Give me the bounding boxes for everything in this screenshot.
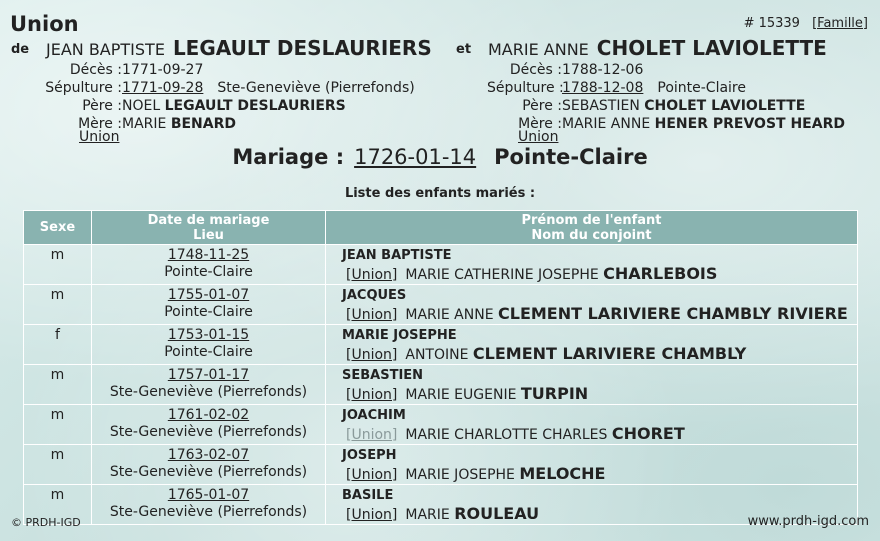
- spouse-given-name: MARIE JOSEPHE: [405, 467, 515, 483]
- wife-surname: CHOLET LAVIOLETTE: [596, 36, 827, 60]
- child-cell: [326, 325, 858, 365]
- sepulture-label: Sépulture :: [487, 80, 564, 96]
- child-given-name: MARIE JOSEPHE: [342, 328, 457, 343]
- wife-deces-row: [487, 61, 845, 79]
- child-cell: [326, 405, 858, 445]
- marriage-heading: [0, 145, 880, 169]
- child-given-name: JOSEPH: [342, 448, 397, 463]
- child-given-name: BASILE: [342, 488, 394, 503]
- record-number-area: [744, 16, 868, 31]
- child-spouse-line: [342, 425, 857, 444]
- husband-pere-row: [45, 97, 415, 115]
- husband-deces-date: 1771-09-27: [122, 62, 204, 78]
- spouse-given-name: MARIE: [405, 507, 450, 523]
- table-row: [24, 405, 858, 445]
- child-spouse-line: [342, 385, 857, 404]
- husband-father-surname: LEGAULT DESLAURIERS: [164, 98, 346, 114]
- child-union-link[interactable]: [Union]: [346, 267, 398, 283]
- child-sexe: m: [24, 405, 92, 445]
- child-spouse-line: [342, 305, 857, 324]
- child-marriage-cell: [92, 245, 326, 285]
- child-spouse-line: [342, 265, 857, 284]
- husband-sepulture-place: Ste-Geneviève (Pierrefonds): [217, 80, 415, 96]
- child-sexe: m: [24, 245, 92, 285]
- child-cell: [326, 445, 858, 485]
- marriage-label: Mariage :: [232, 145, 345, 169]
- husband-surname: LEGAULT DESLAURIERS: [172, 36, 432, 60]
- table-row: [24, 245, 858, 285]
- child-given-name: SEBASTIEN: [342, 368, 424, 383]
- page-title: Union: [10, 12, 79, 36]
- wife-name: [488, 36, 827, 60]
- wife-pere-row: [487, 97, 845, 115]
- wife-sepulture-row: [487, 79, 845, 97]
- record-number: # 15339: [743, 16, 800, 31]
- spouse-given-name: ANTOINE: [405, 347, 469, 363]
- wife-mother-given: MARIE ANNE: [562, 116, 651, 132]
- husband-name: [46, 36, 432, 60]
- child-cell: [326, 245, 858, 285]
- child-sexe: f: [24, 325, 92, 365]
- header-conjoint: Nom du conjoint: [531, 227, 652, 243]
- et-label: et: [456, 42, 472, 57]
- child-sexe: m: [24, 365, 92, 405]
- child-union-link[interactable]: [Union]: [346, 387, 398, 403]
- child-union-link[interactable]: [Union]: [346, 427, 398, 443]
- child-sexe: m: [24, 285, 92, 325]
- husband-info: [45, 61, 415, 133]
- header-date-lieu: [92, 211, 326, 245]
- child-union-link[interactable]: [Union]: [346, 347, 398, 363]
- child-sexe: m: [24, 445, 92, 485]
- husband-given-name: JEAN BAPTISTE: [46, 40, 165, 59]
- child-spouse-line: [342, 345, 857, 364]
- spouse-given-name: MARIE ANNE: [405, 307, 494, 323]
- child-marriage-place: Pointe-Claire: [164, 304, 253, 320]
- child-marriage-cell: [92, 445, 326, 485]
- mere-label: Mère :: [78, 116, 122, 132]
- marriage-date-link[interactable]: 1726-01-14: [354, 145, 477, 169]
- child-union-link[interactable]: [Union]: [346, 507, 398, 523]
- table-row: [24, 325, 858, 365]
- child-marriage-cell: [92, 405, 326, 445]
- spouse-surname: CHORET: [611, 424, 685, 443]
- child-marriage-place: Ste-Geneviève (Pierrefonds): [109, 504, 308, 520]
- wife-mother-surname: HENER PREVOST HEARD: [654, 116, 845, 132]
- wife-given-name: MARIE ANNE: [488, 40, 589, 59]
- header-date: Date de mariage: [147, 212, 270, 228]
- husband-deces-row: [45, 61, 415, 79]
- wife-sepulture-date-link[interactable]: 1788-12-08: [562, 80, 644, 96]
- wife-sepulture-place: Pointe-Claire: [657, 80, 746, 96]
- spouse-given-name: MARIE EUGENIE: [405, 387, 517, 403]
- child-marriage-date-link[interactable]: 1753-01-15: [167, 327, 250, 343]
- child-marriage-date-link[interactable]: 1761-02-02: [167, 407, 250, 423]
- child-marriage-place: Ste-Geneviève (Pierrefonds): [109, 384, 308, 400]
- husband-parents-union-link[interactable]: Union: [79, 129, 120, 145]
- spouse-surname: MELOCHE: [519, 464, 606, 483]
- table-header-row: [24, 211, 858, 245]
- child-marriage-place: Ste-Geneviève (Pierrefonds): [109, 464, 308, 480]
- child-marriage-place: Pointe-Claire: [164, 264, 253, 280]
- children-table: [23, 210, 858, 525]
- children-list-title: Liste des enfants mariés :: [344, 186, 536, 201]
- husband-sepulture-date-link[interactable]: 1771-09-28: [122, 80, 204, 96]
- famille-link[interactable]: [Famille]: [812, 16, 868, 31]
- copyright: © PRDH-IGD: [11, 516, 81, 529]
- header-prenom: Prénom de l'enfant: [521, 212, 662, 228]
- table-row: [24, 445, 858, 485]
- table-row: [24, 365, 858, 405]
- mere-label: Mère :: [518, 116, 562, 132]
- spouse-given-name: MARIE CATHERINE JOSEPHE: [405, 267, 599, 283]
- husband-father-given: NOEL: [122, 98, 161, 114]
- child-marriage-date-link[interactable]: 1755-01-07: [167, 287, 250, 303]
- table-row: [24, 485, 858, 525]
- child-marriage-cell: [92, 285, 326, 325]
- spouse-surname: TURPIN: [520, 384, 589, 403]
- wife-deces-date: 1788-12-06: [562, 62, 644, 78]
- site-url: www.prdh-igd.com: [747, 514, 869, 529]
- husband-sepulture-row: [45, 79, 415, 97]
- child-given-name: JEAN BAPTISTE: [342, 248, 452, 263]
- child-spouse-line: [342, 465, 857, 484]
- child-given-name: JACQUES: [342, 288, 407, 303]
- de-label: de: [11, 42, 30, 57]
- table-row: [24, 285, 858, 325]
- spouse-given-name: MARIE CHARLOTTE CHARLES: [405, 427, 608, 443]
- husband-mother-surname: BENARD: [170, 116, 236, 132]
- sepulture-label: Sépulture :: [45, 80, 122, 96]
- deces-label: Décès :: [509, 62, 562, 78]
- spouse-surname: CHARLEBOIS: [603, 264, 718, 283]
- child-marriage-place: Ste-Geneviève (Pierrefonds): [109, 424, 308, 440]
- husband-mother-given: MARIE: [122, 116, 167, 132]
- header-sexe: Sexe: [24, 211, 92, 245]
- wife-info: [487, 61, 845, 133]
- wife-parents-union-link[interactable]: Union: [518, 129, 559, 145]
- header-lieu: Lieu: [193, 227, 224, 243]
- child-marriage-date-link[interactable]: 1765-01-07: [167, 487, 250, 503]
- spouse-surname: CLEMENT LARIVIERE CHAMBLY: [472, 344, 747, 363]
- child-marriage-date-link[interactable]: 1757-01-17: [167, 367, 250, 383]
- spouse-surname: ROULEAU: [454, 504, 540, 523]
- child-sexe: m: [24, 485, 92, 525]
- child-union-link[interactable]: [Union]: [346, 467, 398, 483]
- child-marriage-date-link[interactable]: 1748-11-25: [167, 247, 250, 263]
- child-cell: [326, 365, 858, 405]
- child-marriage-cell: [92, 485, 326, 525]
- wife-father-given: SEBASTIEN: [562, 98, 640, 114]
- wife-father-surname: CHOLET LAVIOLETTE: [644, 98, 806, 114]
- pere-label: Père :: [522, 98, 562, 114]
- child-marriage-cell: [92, 325, 326, 365]
- deces-label: Décès :: [69, 62, 122, 78]
- child-given-name: JOACHIM: [342, 408, 406, 423]
- marriage-place: Pointe-Claire: [494, 145, 648, 169]
- child-marriage-place: Pointe-Claire: [164, 344, 253, 360]
- child-cell: [326, 285, 858, 325]
- pere-label: Père :: [82, 98, 122, 114]
- child-marriage-cell: [92, 365, 326, 405]
- header-child: [326, 211, 858, 245]
- child-marriage-date-link[interactable]: 1763-02-07: [167, 447, 250, 463]
- child-union-link[interactable]: [Union]: [346, 307, 398, 323]
- spouse-surname: CLEMENT LARIVIERE CHAMBLY RIVIERE: [498, 304, 848, 323]
